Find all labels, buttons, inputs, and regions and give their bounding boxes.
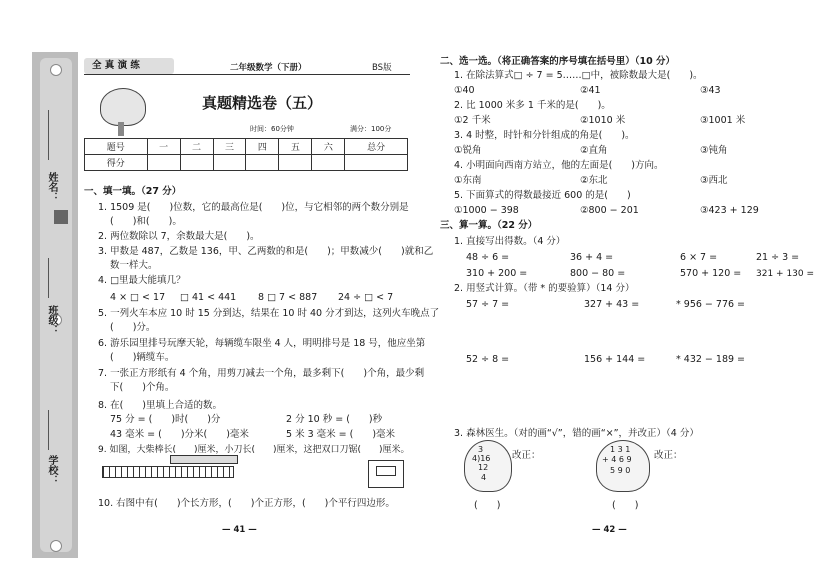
full-score-label: 满分：100分 bbox=[350, 125, 392, 133]
mental-item: 800 − 80 = bbox=[570, 268, 626, 279]
grade-label: 二年级数学（下册） bbox=[230, 63, 307, 73]
s2-option[interactable]: ③43 bbox=[700, 85, 721, 96]
s2-question: 1. 在除法算式□ ÷ 7 = 5……□中，被除数最大是( )。 bbox=[454, 70, 703, 81]
tree2-line: + 4 6 9 bbox=[602, 455, 632, 464]
shapes-inner bbox=[376, 466, 396, 476]
s1-line: 2. 两位数除以 7，余数最大是( )。 bbox=[98, 231, 260, 242]
vertical-item: 57 ÷ 7 = bbox=[466, 299, 510, 310]
section1-title: 一、填一填。（27 分） bbox=[84, 186, 182, 197]
page-title: 真题精选卷（五） bbox=[202, 94, 323, 112]
class-label: 班级： bbox=[46, 305, 57, 335]
score-cell[interactable] bbox=[345, 155, 408, 171]
s2-option[interactable]: ②东北 bbox=[580, 175, 608, 186]
s1-line: 3. 甲数是 487，乙数是 136，甲、乙两数的和是( )；甲数减少( )就和乙 bbox=[98, 246, 434, 257]
s1-line: 7. 一张正方形纸有 4 个角，用剪刀减去一个角，最多剩下( )个角，最少剩 bbox=[98, 368, 425, 379]
binding-hole bbox=[50, 64, 62, 76]
s2-question: 4. 小明面向西南方站立，他的左面是( )方向。 bbox=[454, 160, 664, 171]
tree2-line: 1 3 1 bbox=[610, 445, 631, 454]
time-label: 时间：60分钟 bbox=[250, 125, 294, 133]
banner: 全 真 演 练 bbox=[92, 60, 140, 71]
name-line bbox=[48, 110, 49, 160]
header-rule bbox=[84, 74, 410, 75]
score-cell[interactable] bbox=[246, 155, 279, 171]
score-cell[interactable] bbox=[180, 155, 213, 171]
page-number-left: — 41 — bbox=[222, 525, 257, 535]
vertical-item: 52 ÷ 8 = bbox=[466, 354, 510, 365]
mental-item: 36 + 4 = bbox=[570, 252, 614, 263]
score-header: 二 bbox=[180, 139, 213, 155]
mental-item: 570 + 120 = bbox=[680, 268, 742, 279]
s2-option[interactable]: ①锐角 bbox=[454, 145, 482, 156]
s3-q3: 3. 森林医生。（对的画“√”，错的画“×”，并改正）（4 分） bbox=[454, 428, 699, 439]
score-row bbox=[85, 155, 408, 171]
s3-q1: 1. 直接写出得数。（4 分） bbox=[454, 236, 566, 247]
s1-line: 1. 1509 是( )位数，它的最高位是( )位，与它相邻的两个数分别是 bbox=[98, 202, 409, 213]
q8-item: 5 米 3 毫米 = ( )毫米 bbox=[286, 429, 396, 440]
edition-label: BS版 bbox=[372, 63, 392, 73]
school-line bbox=[48, 410, 49, 450]
s1-line: ( )分。 bbox=[110, 322, 156, 333]
s1-line: 8. 在( )里填上合适的数。 bbox=[98, 400, 222, 411]
s1-line: ( )辆缆车。 bbox=[110, 352, 175, 363]
score-cell[interactable] bbox=[312, 155, 345, 171]
s2-question: 5. 下面算式的得数最接近 600 的是( ) bbox=[454, 190, 631, 201]
score-cell[interactable] bbox=[147, 155, 180, 171]
s1-line: 5. 一列火车本应 10 时 15 分到达，结果在 10 时 40 分才到达，这列火车晚点了 bbox=[98, 308, 440, 319]
score-header: 一 bbox=[147, 139, 180, 155]
pencil-illustration bbox=[170, 455, 238, 464]
tree1-line: 4)16 bbox=[472, 454, 491, 463]
s1-line: 9. 如图，大柴棒长( )厘米，小刀长( )厘米，这把双口刀锯( )厘米。 bbox=[98, 445, 410, 455]
s1-line: 下( )个角。 bbox=[110, 382, 175, 393]
score-header: 五 bbox=[279, 139, 312, 155]
vertical-item: * 956 − 776 = bbox=[676, 299, 746, 310]
section2-title: 二、选一选。（将正确答案的序号填在括号里）（10 分） bbox=[440, 56, 676, 67]
s3-q2: 2. 用竖式计算。（带 * 的要验算）（14 分） bbox=[454, 283, 635, 294]
score-header: 四 bbox=[246, 139, 279, 155]
score-table bbox=[84, 138, 408, 171]
binding-hole bbox=[50, 540, 62, 552]
vertical-item: 327 + 43 = bbox=[584, 299, 640, 310]
score-header: 总分 bbox=[345, 139, 408, 155]
vertical-item: 156 + 144 = bbox=[584, 354, 646, 365]
score-header-row bbox=[85, 139, 408, 155]
fix-label: 改正： bbox=[512, 450, 541, 461]
class-line bbox=[48, 258, 49, 298]
tree-trunk bbox=[118, 122, 124, 136]
fix-label: 改正： bbox=[654, 450, 683, 461]
s2-option[interactable]: ②41 bbox=[580, 85, 601, 96]
ruler-illustration bbox=[102, 466, 234, 478]
vertical-item: * 432 − 189 = bbox=[676, 354, 746, 365]
q8-item: 2 分 10 秒 = ( )秒 bbox=[286, 414, 383, 425]
s2-question: 3. 4 时整，时针和分针组成的角是( )。 bbox=[454, 130, 635, 141]
tree2-line: 5 9 0 bbox=[610, 466, 631, 475]
mental-item: 21 ÷ 3 = bbox=[756, 252, 800, 263]
tree1-line: 4 bbox=[481, 473, 487, 482]
score-cell[interactable] bbox=[279, 155, 312, 171]
s2-option[interactable]: ③钝角 bbox=[700, 145, 728, 156]
q8-item: 43 毫米 = ( )分米( )毫米 bbox=[110, 429, 249, 440]
mental-item: 6 × 7 = bbox=[680, 252, 718, 263]
q4-item: 24 ÷ □ < 7 bbox=[338, 292, 394, 303]
s2-option[interactable]: ②1010 米 bbox=[580, 115, 626, 126]
s1-line: 10. 右图中有( )个长方形，( )个正方形，( )个平行四边形。 bbox=[98, 498, 395, 509]
s1-line: 数一样大。 bbox=[110, 260, 158, 271]
mental-item: 310 + 200 = bbox=[466, 268, 528, 279]
s2-option[interactable]: ③423 + 129 bbox=[700, 205, 759, 216]
section3-title: 三、算一算。（22 分） bbox=[440, 220, 538, 231]
qr-code bbox=[54, 210, 68, 224]
tree-illustration bbox=[100, 88, 146, 126]
mental-item: 321 + 130 = bbox=[756, 269, 814, 279]
s2-option[interactable]: ③1001 米 bbox=[700, 115, 746, 126]
score-header: 六 bbox=[312, 139, 345, 155]
s2-option[interactable]: ②800 − 201 bbox=[580, 205, 639, 216]
score-cell[interactable] bbox=[213, 155, 246, 171]
s2-option[interactable]: ①2 千米 bbox=[454, 115, 491, 126]
q4-item: 4 × □ < 17 bbox=[110, 292, 166, 303]
q8-item: 75 分 = ( )时( )分 bbox=[110, 414, 221, 425]
q4-item: 8 □ 7 < 887 bbox=[258, 292, 318, 303]
s2-option[interactable]: ①40 bbox=[454, 85, 475, 96]
q4-item: □ 41 < 441 bbox=[180, 292, 237, 303]
s1-line: 4. □里最大能填几？ bbox=[98, 275, 186, 286]
judge-paren-2[interactable]: ( ) bbox=[612, 500, 639, 511]
tree1-line: 3 bbox=[478, 445, 484, 454]
name-label: 姓名： bbox=[46, 172, 57, 202]
s2-option[interactable]: ①东南 bbox=[454, 175, 482, 186]
s1-line: 6. 游乐园里排号玩摩天轮，每辆缆车限坐 4 人，明明排号是 18 号，他应坐第 bbox=[98, 338, 426, 349]
s2-option[interactable]: ①1000 − 398 bbox=[454, 205, 519, 216]
score-header: 题号 bbox=[85, 139, 148, 155]
page-number-right: — 42 — bbox=[592, 525, 627, 535]
score-header: 三 bbox=[213, 139, 246, 155]
s1-line: ( )和( )。 bbox=[110, 216, 182, 227]
s2-option[interactable]: ③西北 bbox=[700, 175, 728, 186]
s2-option[interactable]: ②直角 bbox=[580, 145, 608, 156]
mental-item: 48 ÷ 6 = bbox=[466, 252, 510, 263]
judge-paren-1[interactable]: ( ) bbox=[474, 500, 501, 511]
score-row-label: 得分 bbox=[85, 155, 148, 171]
s2-question: 2. 比 1000 米多 1 千米的是( )。 bbox=[454, 100, 611, 111]
school-label: 学校： bbox=[46, 455, 57, 485]
tree1-line: 12 bbox=[478, 463, 489, 472]
